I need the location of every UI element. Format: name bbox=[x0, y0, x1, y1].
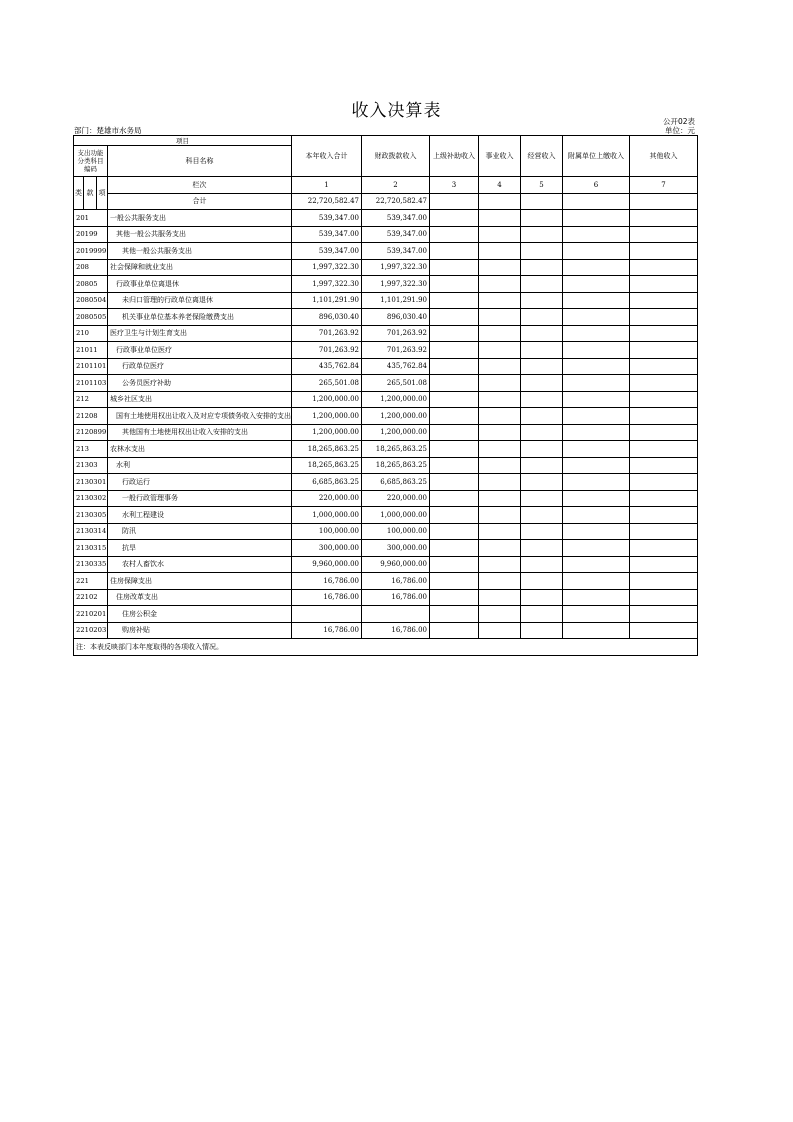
row-cell-3 bbox=[430, 507, 479, 524]
row-cell-4 bbox=[479, 573, 521, 590]
row-code: 2080505 bbox=[74, 309, 108, 326]
row-cell-4 bbox=[479, 243, 521, 260]
row-cell-7 bbox=[630, 424, 698, 441]
row-cell-3 bbox=[430, 391, 479, 408]
row-code: 20805 bbox=[74, 276, 108, 293]
row-cell-6 bbox=[563, 408, 630, 425]
row-cell-3 bbox=[430, 589, 479, 606]
row-cell-4 bbox=[479, 342, 521, 359]
table-row bbox=[74, 259, 698, 276]
row-total-income: 18,265,863.25 bbox=[292, 457, 362, 474]
row-fiscal-income bbox=[362, 606, 430, 623]
row-cell-3 bbox=[430, 358, 479, 375]
total-c2: 22,720,582.47 bbox=[362, 193, 430, 210]
row-cell-7 bbox=[630, 375, 698, 392]
row-cell-5 bbox=[521, 441, 563, 458]
row-total-income: 265,501.08 bbox=[292, 375, 362, 392]
row-cell-5 bbox=[521, 540, 563, 557]
row-cell-3 bbox=[430, 573, 479, 590]
total-c1: 22,720,582.47 bbox=[292, 193, 362, 210]
row-code: 2101103 bbox=[74, 375, 108, 392]
row-cell-6 bbox=[563, 325, 630, 342]
row-subject-name: 水利工程建设 bbox=[108, 507, 292, 524]
row-fiscal-income: 16,786.00 bbox=[362, 589, 430, 606]
row-cell-3 bbox=[430, 210, 479, 227]
row-cell-4 bbox=[479, 276, 521, 293]
row-cell-7 bbox=[630, 325, 698, 342]
row-cell-4 bbox=[479, 540, 521, 557]
row-code: 2130335 bbox=[74, 556, 108, 573]
row-fiscal-income: 6,685,863.25 bbox=[362, 474, 430, 491]
row-cell-3 bbox=[430, 540, 479, 557]
row-cell-5 bbox=[521, 556, 563, 573]
row-cell-4 bbox=[479, 556, 521, 573]
row-subject-name: 其他一般公共服务支出 bbox=[108, 243, 292, 260]
row-fiscal-income: 896,030.40 bbox=[362, 309, 430, 326]
row-code: 210 bbox=[74, 325, 108, 342]
row-cell-4 bbox=[479, 375, 521, 392]
row-cell-3 bbox=[430, 408, 479, 425]
form-number: 公开02表 bbox=[662, 117, 695, 126]
row-cell-3 bbox=[430, 441, 479, 458]
row-fiscal-income: 9,960,000.00 bbox=[362, 556, 430, 573]
row-code: 2101101 bbox=[74, 358, 108, 375]
row-fiscal-income: 1,200,000.00 bbox=[362, 424, 430, 441]
row-code: 2130315 bbox=[74, 540, 108, 557]
row-subject-name: 行政单位医疗 bbox=[108, 358, 292, 375]
row-subject-name: 农村人畜饮水 bbox=[108, 556, 292, 573]
row-cell-5 bbox=[521, 226, 563, 243]
row-cell-5 bbox=[521, 391, 563, 408]
header-lei: 类 bbox=[74, 177, 84, 210]
row-cell-7 bbox=[630, 391, 698, 408]
row-cell-6 bbox=[563, 474, 630, 491]
row-total-income: 1,200,000.00 bbox=[292, 408, 362, 425]
row-fiscal-income: 16,786.00 bbox=[362, 622, 430, 639]
row-cell-3 bbox=[430, 375, 479, 392]
row-cell-7 bbox=[630, 292, 698, 309]
row-fiscal-income: 539,347.00 bbox=[362, 226, 430, 243]
row-fiscal-income: 1,200,000.00 bbox=[362, 408, 430, 425]
row-cell-3 bbox=[430, 342, 479, 359]
row-cell-6 bbox=[563, 540, 630, 557]
row-fiscal-income: 16,786.00 bbox=[362, 573, 430, 590]
row-cell-3 bbox=[430, 276, 479, 293]
row-cell-4 bbox=[479, 226, 521, 243]
row-cell-3 bbox=[430, 556, 479, 573]
row-total-income: 16,786.00 bbox=[292, 622, 362, 639]
row-subject-name: 社会保障和就业支出 bbox=[108, 259, 292, 276]
column-number-5: 5 bbox=[521, 177, 563, 194]
table-row bbox=[74, 226, 698, 243]
header-col-4: 事业收入 bbox=[479, 136, 521, 177]
table-row bbox=[74, 358, 698, 375]
row-code: 22102 bbox=[74, 589, 108, 606]
column-number-3: 3 bbox=[430, 177, 479, 194]
row-fiscal-income: 1,000,000.00 bbox=[362, 507, 430, 524]
row-cell-6 bbox=[563, 226, 630, 243]
row-subject-name: 未归口管理的行政单位离退休 bbox=[108, 292, 292, 309]
row-fiscal-income: 1,101,291.90 bbox=[362, 292, 430, 309]
table-row bbox=[74, 424, 698, 441]
row-cell-4 bbox=[479, 424, 521, 441]
row-cell-6 bbox=[563, 243, 630, 260]
row-cell-7 bbox=[630, 622, 698, 639]
table-row bbox=[74, 210, 698, 227]
table-row bbox=[74, 391, 698, 408]
row-cell-5 bbox=[521, 243, 563, 260]
row-fiscal-income: 435,762.84 bbox=[362, 358, 430, 375]
table-row bbox=[74, 243, 698, 260]
row-fiscal-income: 1,200,000.00 bbox=[362, 391, 430, 408]
row-cell-5 bbox=[521, 259, 563, 276]
row-cell-4 bbox=[479, 358, 521, 375]
row-code: 2080504 bbox=[74, 292, 108, 309]
row-subject-name: 其他国有土地使用权出让收入安排的支出 bbox=[108, 424, 292, 441]
row-cell-6 bbox=[563, 424, 630, 441]
row-cell-6 bbox=[563, 507, 630, 524]
table-row bbox=[74, 408, 698, 425]
table-row bbox=[74, 556, 698, 573]
row-cell-5 bbox=[521, 276, 563, 293]
row-subject-name: 其他一般公共服务支出 bbox=[108, 226, 292, 243]
row-cell-5 bbox=[521, 309, 563, 326]
row-code: 2019999 bbox=[74, 243, 108, 260]
row-total-income: 300,000.00 bbox=[292, 540, 362, 557]
row-cell-7 bbox=[630, 259, 698, 276]
row-subject-name: 行政事业单位医疗 bbox=[108, 342, 292, 359]
row-cell-5 bbox=[521, 622, 563, 639]
row-fiscal-income: 1,997,322.30 bbox=[362, 259, 430, 276]
row-cell-7 bbox=[630, 589, 698, 606]
header-func-code: 支出功能分类科目编码 bbox=[74, 146, 108, 177]
row-cell-4 bbox=[479, 259, 521, 276]
row-total-income: 1,101,291.90 bbox=[292, 292, 362, 309]
unit-label: 单位：元 bbox=[665, 126, 695, 135]
row-cell-6 bbox=[563, 556, 630, 573]
row-total-income: 18,265,863.25 bbox=[292, 441, 362, 458]
income-table bbox=[73, 135, 698, 656]
table-row bbox=[74, 325, 698, 342]
table-row bbox=[74, 292, 698, 309]
row-subject-name: 行政运行 bbox=[108, 474, 292, 491]
row-cell-4 bbox=[479, 474, 521, 491]
row-cell-5 bbox=[521, 573, 563, 590]
row-subject-name: 住房公积金 bbox=[108, 606, 292, 623]
row-code: 221 bbox=[74, 573, 108, 590]
row-subject-name: 城乡社区支出 bbox=[108, 391, 292, 408]
row-cell-7 bbox=[630, 210, 698, 227]
row-cell-4 bbox=[479, 408, 521, 425]
row-total-income: 1,200,000.00 bbox=[292, 424, 362, 441]
row-fiscal-income: 539,347.00 bbox=[362, 210, 430, 227]
row-subject-name: 购房补贴 bbox=[108, 622, 292, 639]
row-code: 21208 bbox=[74, 408, 108, 425]
table-row bbox=[74, 606, 698, 623]
row-cell-7 bbox=[630, 408, 698, 425]
row-cell-4 bbox=[479, 325, 521, 342]
row-cell-7 bbox=[630, 457, 698, 474]
row-total-income: 1,997,322.30 bbox=[292, 276, 362, 293]
row-cell-3 bbox=[430, 325, 479, 342]
row-cell-3 bbox=[430, 292, 479, 309]
column-number-1: 1 bbox=[292, 177, 362, 194]
row-cell-3 bbox=[430, 606, 479, 623]
row-cell-4 bbox=[479, 210, 521, 227]
row-subject-name: 水利 bbox=[108, 457, 292, 474]
row-cell-6 bbox=[563, 441, 630, 458]
row-total-income: 1,000,000.00 bbox=[292, 507, 362, 524]
row-cell-3 bbox=[430, 457, 479, 474]
table-row bbox=[74, 474, 698, 491]
row-fiscal-income: 539,347.00 bbox=[362, 243, 430, 260]
table-row bbox=[74, 589, 698, 606]
row-cell-5 bbox=[521, 210, 563, 227]
row-cell-6 bbox=[563, 391, 630, 408]
row-total-income: 701,263.92 bbox=[292, 325, 362, 342]
row-code: 2130302 bbox=[74, 490, 108, 507]
row-code: 21011 bbox=[74, 342, 108, 359]
row-total-income: 1,200,000.00 bbox=[292, 391, 362, 408]
row-cell-6 bbox=[563, 259, 630, 276]
total-label: 合计 bbox=[108, 193, 292, 210]
row-code: 2120899 bbox=[74, 424, 108, 441]
header-col-5: 经营收入 bbox=[521, 136, 563, 177]
row-subject-name: 医疗卫生与计划生育支出 bbox=[108, 325, 292, 342]
row-cell-7 bbox=[630, 507, 698, 524]
row-cell-5 bbox=[521, 457, 563, 474]
row-cell-7 bbox=[630, 523, 698, 540]
row-cell-3 bbox=[430, 424, 479, 441]
row-fiscal-income: 265,501.08 bbox=[362, 375, 430, 392]
row-code: 2130301 bbox=[74, 474, 108, 491]
row-cell-5 bbox=[521, 342, 563, 359]
row-cell-7 bbox=[630, 556, 698, 573]
table-row bbox=[74, 375, 698, 392]
row-code: 21303 bbox=[74, 457, 108, 474]
row-cell-5 bbox=[521, 606, 563, 623]
row-cell-6 bbox=[563, 342, 630, 359]
row-cell-4 bbox=[479, 507, 521, 524]
row-cell-4 bbox=[479, 606, 521, 623]
row-fiscal-income: 18,265,863.25 bbox=[362, 441, 430, 458]
row-cell-4 bbox=[479, 589, 521, 606]
total-row bbox=[74, 193, 698, 210]
row-cell-6 bbox=[563, 292, 630, 309]
header-kuan: 款 bbox=[84, 177, 97, 210]
row-cell-6 bbox=[563, 490, 630, 507]
row-cell-6 bbox=[563, 309, 630, 326]
row-subject-name: 一般行政管理事务 bbox=[108, 490, 292, 507]
row-cell-4 bbox=[479, 457, 521, 474]
row-cell-3 bbox=[430, 622, 479, 639]
header-col-7: 其他收入 bbox=[630, 136, 698, 177]
row-total-income: 539,347.00 bbox=[292, 210, 362, 227]
row-cell-7 bbox=[630, 309, 698, 326]
row-cell-7 bbox=[630, 540, 698, 557]
row-total-income: 539,347.00 bbox=[292, 243, 362, 260]
header-col-6: 附属单位上缴收入 bbox=[563, 136, 630, 177]
row-total-income: 6,685,863.25 bbox=[292, 474, 362, 491]
page-title: 收入决算表 bbox=[351, 101, 442, 121]
row-fiscal-income: 18,265,863.25 bbox=[362, 457, 430, 474]
row-cell-5 bbox=[521, 375, 563, 392]
row-total-income: 9,960,000.00 bbox=[292, 556, 362, 573]
row-cell-7 bbox=[630, 226, 698, 243]
row-cell-5 bbox=[521, 490, 563, 507]
row-total-income: 220,000.00 bbox=[292, 490, 362, 507]
row-code: 2130305 bbox=[74, 507, 108, 524]
row-code: 20199 bbox=[74, 226, 108, 243]
row-cell-4 bbox=[479, 391, 521, 408]
row-cell-7 bbox=[630, 276, 698, 293]
row-cell-3 bbox=[430, 523, 479, 540]
row-cell-5 bbox=[521, 589, 563, 606]
row-cell-6 bbox=[563, 457, 630, 474]
header-item: 项目 bbox=[74, 136, 292, 146]
row-fiscal-income: 220,000.00 bbox=[362, 490, 430, 507]
header-col-3: 上级补助收入 bbox=[430, 136, 479, 177]
row-cell-5 bbox=[521, 507, 563, 524]
row-cell-6 bbox=[563, 375, 630, 392]
row-cell-7 bbox=[630, 441, 698, 458]
header-col-2: 财政拨款收入 bbox=[362, 136, 430, 177]
row-fiscal-income: 701,263.92 bbox=[362, 325, 430, 342]
table-note: 注：本表反映部门本年度取得的各项收入情况。 bbox=[74, 639, 698, 656]
header-col-1: 本年收入合计 bbox=[292, 136, 362, 177]
row-cell-4 bbox=[479, 309, 521, 326]
table-row bbox=[74, 441, 698, 458]
table-row bbox=[74, 507, 698, 524]
row-fiscal-income: 100,000.00 bbox=[362, 523, 430, 540]
row-code: 212 bbox=[74, 391, 108, 408]
row-cell-7 bbox=[630, 243, 698, 260]
row-cell-3 bbox=[430, 243, 479, 260]
row-cell-5 bbox=[521, 424, 563, 441]
row-cell-5 bbox=[521, 408, 563, 425]
row-code: 201 bbox=[74, 210, 108, 227]
row-subject-name: 公务员医疗补助 bbox=[108, 375, 292, 392]
row-cell-3 bbox=[430, 309, 479, 326]
row-cell-7 bbox=[630, 474, 698, 491]
row-total-income: 435,762.84 bbox=[292, 358, 362, 375]
row-cell-5 bbox=[521, 523, 563, 540]
row-cell-4 bbox=[479, 441, 521, 458]
row-code: 213 bbox=[74, 441, 108, 458]
row-cell-4 bbox=[479, 292, 521, 309]
row-cell-4 bbox=[479, 490, 521, 507]
row-cell-5 bbox=[521, 358, 563, 375]
row-total-income: 539,347.00 bbox=[292, 226, 362, 243]
row-subject-name: 国有土地使用权出让收入及对应专项债务收入安排的支出 bbox=[108, 408, 292, 425]
row-total-income: 100,000.00 bbox=[292, 523, 362, 540]
column-number-6: 6 bbox=[563, 177, 630, 194]
row-subject-name: 防汛 bbox=[108, 523, 292, 540]
row-fiscal-income: 701,263.92 bbox=[362, 342, 430, 359]
table-row bbox=[74, 342, 698, 359]
row-fiscal-income: 1,997,322.30 bbox=[362, 276, 430, 293]
row-cell-5 bbox=[521, 325, 563, 342]
column-number-7: 7 bbox=[630, 177, 698, 194]
row-cell-3 bbox=[430, 259, 479, 276]
row-subject-name: 抗旱 bbox=[108, 540, 292, 557]
row-cell-6 bbox=[563, 589, 630, 606]
header-xiang: 项 bbox=[97, 177, 108, 210]
row-subject-name: 农林水支出 bbox=[108, 441, 292, 458]
row-cell-5 bbox=[521, 292, 563, 309]
table-row bbox=[74, 523, 698, 540]
row-code: 208 bbox=[74, 259, 108, 276]
row-cell-3 bbox=[430, 490, 479, 507]
header-subject-name: 科目名称 bbox=[108, 146, 292, 177]
row-cell-4 bbox=[479, 523, 521, 540]
table-row bbox=[74, 622, 698, 639]
row-total-income bbox=[292, 606, 362, 623]
row-cell-7 bbox=[630, 573, 698, 590]
row-fiscal-income: 300,000.00 bbox=[362, 540, 430, 557]
row-total-income: 16,786.00 bbox=[292, 589, 362, 606]
column-number-4: 4 bbox=[479, 177, 521, 194]
row-code: 2210201 bbox=[74, 606, 108, 623]
row-cell-7 bbox=[630, 490, 698, 507]
row-cell-3 bbox=[430, 474, 479, 491]
table-row bbox=[74, 490, 698, 507]
row-subject-name: 机关事业单位基本养老保险缴费支出 bbox=[108, 309, 292, 326]
header-lanci: 栏次 bbox=[108, 177, 292, 194]
row-subject-name: 一般公共服务支出 bbox=[108, 210, 292, 227]
row-subject-name: 住房保障支出 bbox=[108, 573, 292, 590]
row-cell-6 bbox=[563, 622, 630, 639]
row-subject-name: 住房改革支出 bbox=[108, 589, 292, 606]
row-cell-7 bbox=[630, 606, 698, 623]
row-cell-6 bbox=[563, 573, 630, 590]
table-row bbox=[74, 573, 698, 590]
row-cell-3 bbox=[430, 226, 479, 243]
row-total-income: 896,030.40 bbox=[292, 309, 362, 326]
row-cell-7 bbox=[630, 342, 698, 359]
table-row bbox=[74, 457, 698, 474]
row-cell-7 bbox=[630, 358, 698, 375]
row-total-income: 701,263.92 bbox=[292, 342, 362, 359]
row-cell-6 bbox=[563, 523, 630, 540]
row-cell-6 bbox=[563, 210, 630, 227]
column-number-2: 2 bbox=[362, 177, 430, 194]
row-cell-4 bbox=[479, 622, 521, 639]
note-row bbox=[74, 639, 698, 656]
row-cell-6 bbox=[563, 276, 630, 293]
row-subject-name: 行政事业单位离退休 bbox=[108, 276, 292, 293]
row-code: 2130314 bbox=[74, 523, 108, 540]
table-row bbox=[74, 540, 698, 557]
row-cell-5 bbox=[521, 474, 563, 491]
row-cell-6 bbox=[563, 358, 630, 375]
table-row bbox=[74, 309, 698, 326]
row-total-income: 1,997,322.30 bbox=[292, 259, 362, 276]
row-cell-6 bbox=[563, 606, 630, 623]
row-code: 2210203 bbox=[74, 622, 108, 639]
row-total-income: 16,786.00 bbox=[292, 573, 362, 590]
department-label: 部门：楚雄市水务局 bbox=[74, 126, 142, 135]
table-row bbox=[74, 276, 698, 293]
